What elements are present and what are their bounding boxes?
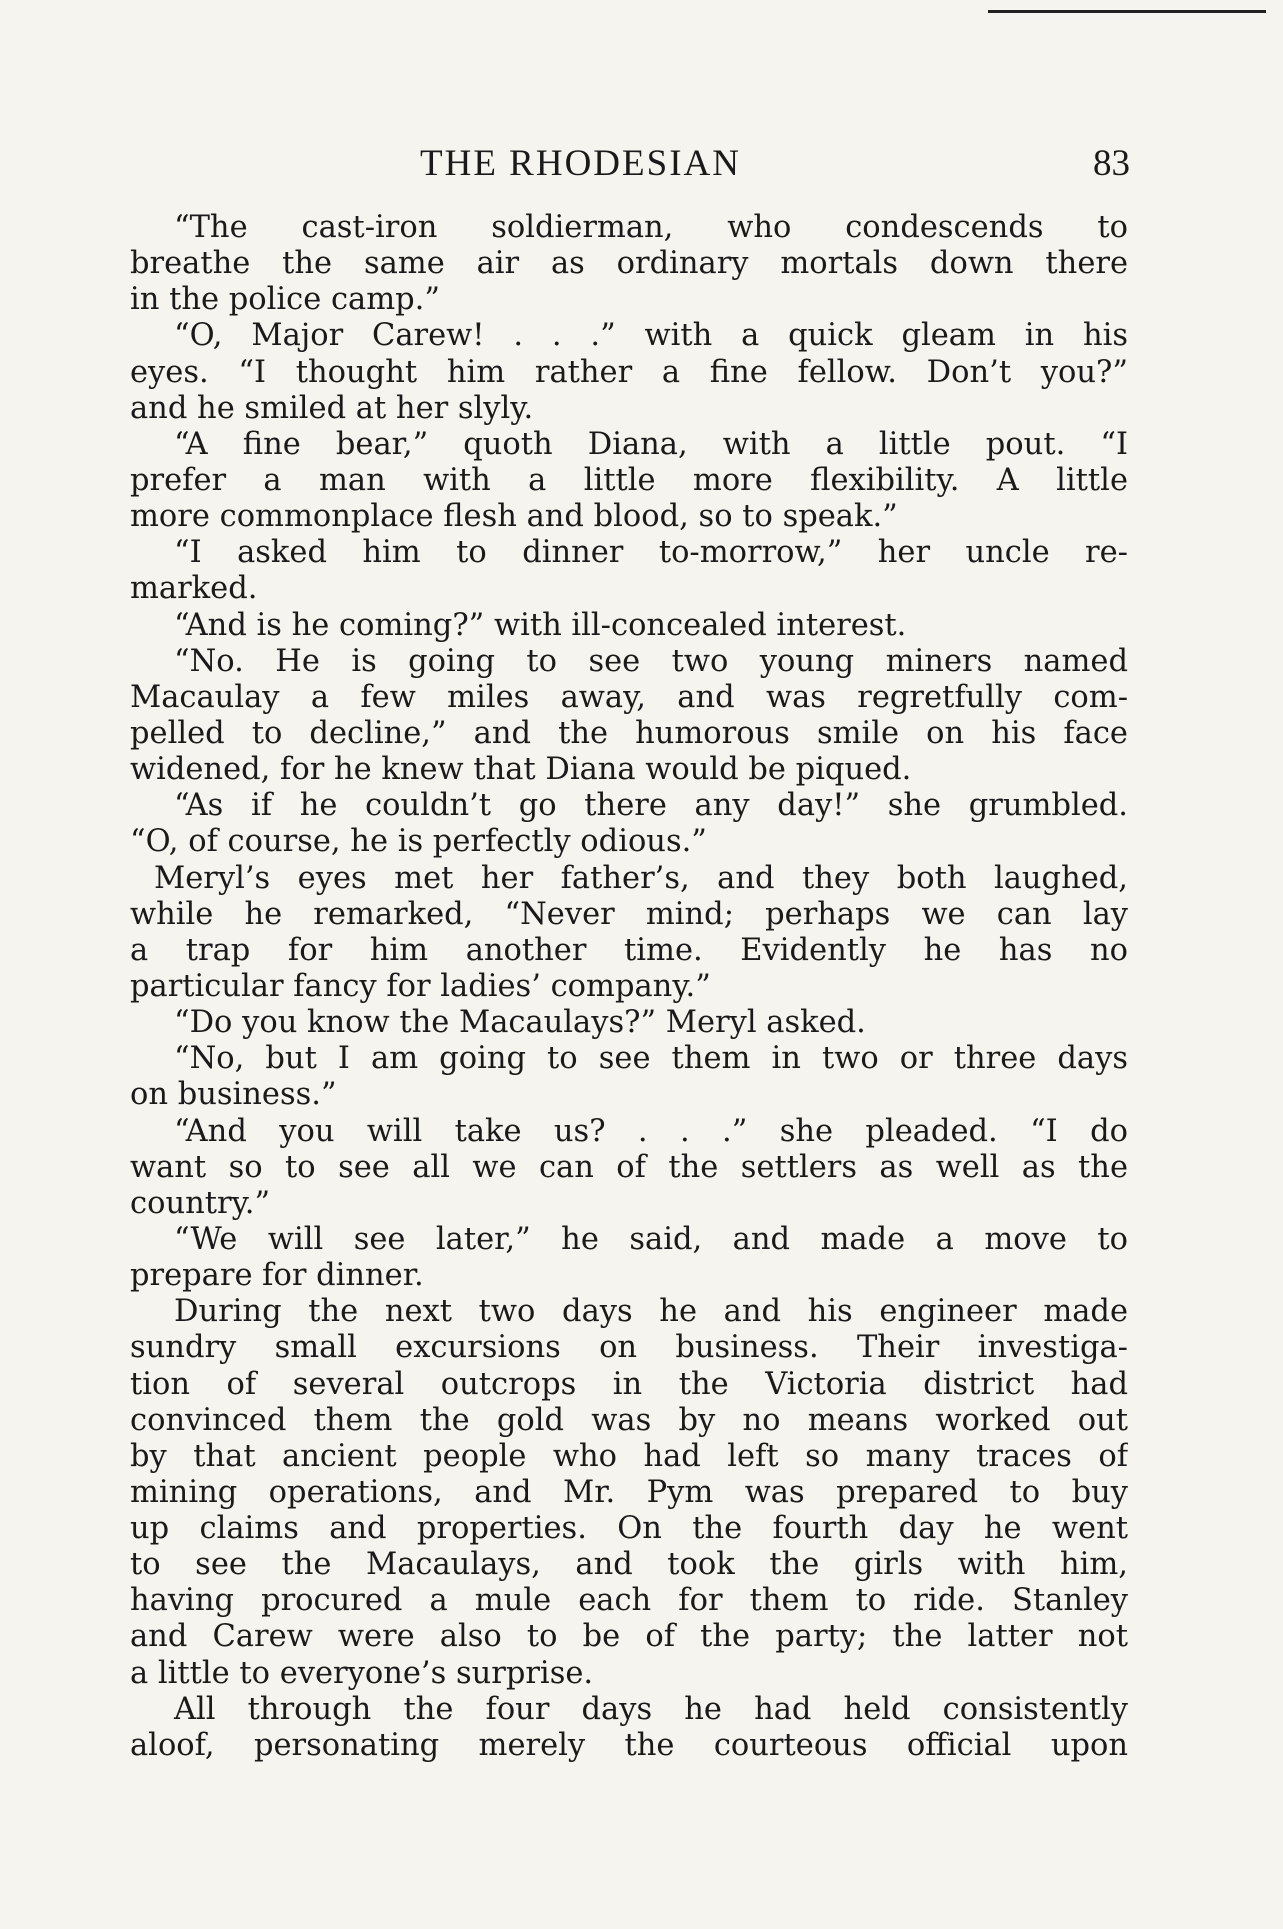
text-line: prefer a man with a little more flexibility. A little	[130, 462, 1128, 498]
text-line: to see the Macaulays, and took the girls with him,	[130, 1547, 1128, 1583]
text-line: a little to everyone’s surprise.	[130, 1655, 594, 1691]
text-line: During the next two days he and his engineer made	[174, 1294, 1128, 1330]
text-line: “I asked him to dinner to-morrow,” her uncle re-	[174, 535, 1128, 571]
text-line: “No, but I am going to see them in two or three days	[174, 1041, 1128, 1077]
text-line: breathe the same air as ordinary mortals down there	[130, 246, 1128, 282]
text-line: convinced them the gold was by no means worked out	[130, 1402, 1128, 1438]
text-line: sundry small excursions on business. Their investiga-	[130, 1330, 1128, 1366]
text-line: pelled to decline,” and the humorous smile on his face	[130, 715, 1128, 751]
text-line: particular fancy for ladies’ company.”	[130, 968, 711, 1004]
text-line: “No. He is going to see two young miners named	[174, 643, 1128, 679]
text-line: mining operations, and Mr. Pym was prepared to buy	[130, 1474, 1128, 1510]
text-line: “O, of course, he is perfectly odious.”	[130, 824, 707, 860]
text-line: want so to see all we can of the settlers as well as the	[130, 1149, 1128, 1185]
text-line: “As if he couldn’t go there any day!” she grumbled.	[174, 788, 1128, 824]
text-line: marked.	[130, 571, 258, 607]
text-line: “O, Major Carew! . . .” with a quick gleam in his	[174, 318, 1128, 354]
text-line: having procured a mule each for them to ride. Stanley	[130, 1583, 1128, 1619]
text-line: up claims and properties. On the fourth day he went	[130, 1511, 1128, 1547]
page-number: 83	[1093, 143, 1130, 184]
text-line: “A fine bear,” quoth Diana, with a little pout. “I	[174, 426, 1128, 462]
text-line: widened, for he knew that Diana would be piqued.	[130, 752, 912, 788]
text-line: eyes. “I thought him rather a fine fellow. Don’t you?”	[130, 354, 1128, 390]
text-line: and he smiled at her slyly.	[130, 390, 534, 426]
text-line: a trap for him another time. Evidently he has no	[130, 932, 1128, 968]
text-line: All through the four days he had held consistently	[174, 1691, 1128, 1727]
text-line: tion of several outcrops in the Victoria district had	[130, 1366, 1128, 1402]
text-line: more commonplace flesh and blood, so to speak.”	[130, 499, 898, 535]
page-header	[130, 142, 1130, 194]
text-line: “Do you know the Macaulays?” Meryl asked.	[174, 1005, 866, 1041]
text-line: while he remarked, “Never mind; perhaps we can lay	[130, 896, 1128, 932]
text-line: and Carew were also to be of the party; the latter not	[130, 1619, 1128, 1655]
text-line: aloof, personating merely the courteous official upon	[130, 1727, 1128, 1763]
text-line: Macaulay a few miles away, and was regretfully com-	[130, 679, 1128, 715]
text-line: “And you will take us? . . .” she pleaded. “I do	[174, 1113, 1128, 1149]
text-line: country.”	[130, 1185, 271, 1221]
text-line: Meryl’s eyes met her father’s, and they both laughed,	[154, 860, 1128, 896]
top-rule	[988, 10, 1266, 13]
text-line: on business.”	[130, 1077, 337, 1113]
body-text	[130, 210, 1128, 1764]
running-title: THE RHODESIAN	[420, 143, 741, 184]
text-line: in the police camp.”	[130, 282, 440, 318]
text-line: prepare for dinner.	[130, 1258, 424, 1294]
text-line: “We will see later,” he said, and made a move to	[174, 1221, 1128, 1257]
text-line: “The cast-iron soldierman, who condescends to	[174, 210, 1128, 245]
text-line: “And is he coming?” with ill-concealed interest.	[174, 607, 907, 643]
text-line: by that ancient people who had left so many traces of	[130, 1438, 1128, 1474]
